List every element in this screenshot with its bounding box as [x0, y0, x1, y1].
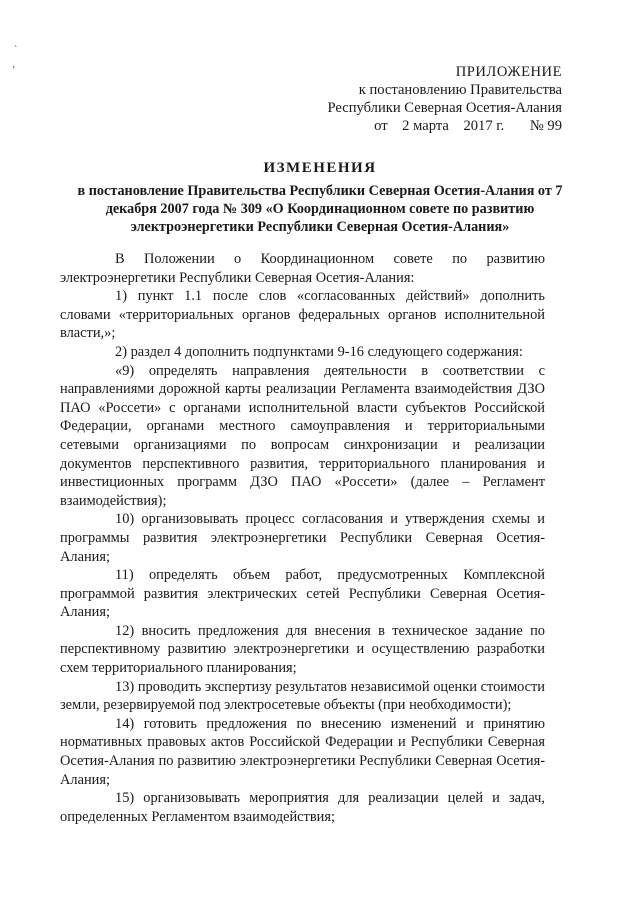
document-body [60, 250, 545, 826]
appendix-block [262, 63, 562, 135]
document-title: ИЗМЕНЕНИЯ [263, 160, 377, 176]
paragraph-item-1: 1) пункт 1.1 после слов «согласованных действий» дополнить словами «территориальных органов федеральных органов исполнительной власти,»; [60, 288, 545, 342]
paragraph-item-2: 2) раздел 4 дополнить подпунктами 9-16 следующего содержания: [115, 343, 523, 360]
paragraph-sub-9: «9) определять направления деятельности в соответствии с направлениями дорожной карты реализации Регламента взаимодействия ДЗО ПАО «Россети» с органами исполнительной власти субъектов Российской Федерации, органами местного самоуправления и территориальными сетевыми организациями по вопросам синхронизации и реализации документов перспективного развития, территориального планирования и инвестиционных программ ДЗО ПАО «Россети» (далее – Регламент взаимодействия); [60, 362, 545, 509]
paragraph-sub-10: 10) организовывать процесс согласования и утверждения схемы и программы развития электроэнергетики Республики Северная Осетия-Алания; [60, 511, 545, 565]
scan-speck-top: ` [14, 45, 18, 56]
document-subtitle: в постановление Правительства Республики Северная Осетия-Алания от 7 декабря 2007 года № 309 «О Координационном совете по развитию электроэнергетики Республики Северная Осетия-Алания» [77, 183, 563, 235]
paragraph-intro: В Положении о Координационном совете по развитию электроэнергетики Республики Северная Осетия-Алания: [60, 251, 545, 286]
appendix-dateline: от 2 марта 2017 г. № 99 [374, 118, 562, 134]
appendix-title: ПРИЛОЖЕНИЕ [455, 64, 562, 80]
appendix-line-2: Республики Северная Осетия-Алания [327, 100, 562, 116]
appendix-line-1: к постановлению Правительства [358, 82, 562, 98]
paragraph-sub-15: 15) организовывать мероприятия для реализации целей и задач, определенных Регламентом взаимодействия; [60, 790, 545, 825]
paragraph-sub-13: 13) проводить экспертизу результатов независимой оценки стоимости земли, резервируемой под электросетевые объекты (при необходимости); [60, 678, 545, 714]
paragraph-sub-11: 11) определять объем работ, предусмотренных Комплексной программой развития электрических сетей Республики Северная Осетия-Алания; [60, 567, 545, 621]
scan-speck-bottom: ’ [12, 65, 16, 76]
paragraph-sub-14: 14) готовить предложения по внесению изменений и принятию нормативных правовых актов Российской Федерации и Республики Северная Осетия-Алания по развитию электроэнергетики Республики Северная Осетия-Алания; [60, 715, 545, 788]
document-heading [70, 158, 570, 236]
paragraph-sub-12: 12) вносить предложения для внесения в техническое задание по перспективному развитию электроэнергетики и осуществлению разработки схем территориального планирования; [60, 622, 545, 677]
